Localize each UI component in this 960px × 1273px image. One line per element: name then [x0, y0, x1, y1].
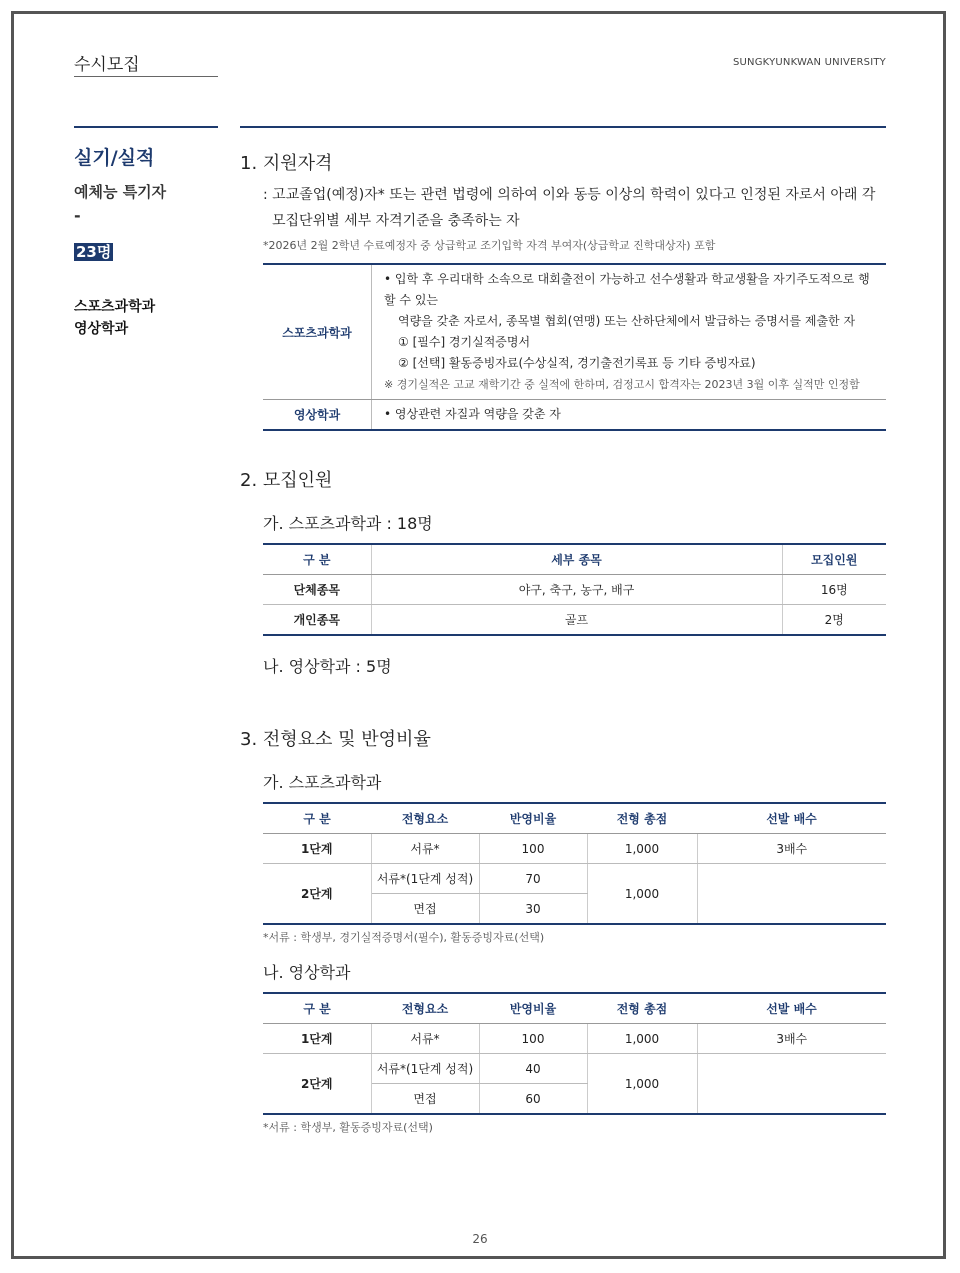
- eligibility-remark: ※ 경기실적은 고교 재학기간 중 실적에 한하며, 검정고시 합격자는 2023년 3월 이후 실적만 인정함: [384, 378, 860, 391]
- table-cell: 면접: [371, 1084, 479, 1115]
- col-header: 구 분: [263, 803, 371, 834]
- col-header: 구 분: [263, 993, 371, 1024]
- table-cell: [697, 1054, 886, 1115]
- sidebar-divider: [74, 126, 218, 128]
- header-divider: [74, 76, 218, 77]
- table-cell: 1,000: [587, 864, 697, 925]
- eligibility-optional-doc: ② [선택] 활동증빙자료(수상실적, 경기출전기록표 등 기타 증빙자료): [398, 356, 756, 370]
- table-cell: 1,000: [587, 1054, 697, 1115]
- section-3a-title: 가. 스포츠과학과: [263, 773, 382, 792]
- table-cell: 2단계: [263, 1054, 371, 1115]
- table-cell: 70: [479, 864, 587, 894]
- sidebar-dept-sports: 스포츠과학과: [74, 299, 156, 315]
- table-cell: 단체종목: [263, 575, 371, 605]
- table-row: [263, 605, 886, 636]
- sidebar-subtitle: 예체능 특기자: [74, 183, 167, 201]
- table-cell: 2명: [782, 605, 886, 636]
- table-cell: 서류*: [371, 1024, 479, 1054]
- table-cell: 개인종목: [263, 605, 371, 636]
- col-header: 모집인원: [782, 544, 886, 575]
- col-header: 선발 배수: [697, 993, 886, 1024]
- table-row: [263, 1024, 886, 1054]
- table-note-sports: *서류 : 학생부, 경기실적증명서(필수), 활동증빙자료(선택): [263, 931, 545, 944]
- table-cell: 골프: [371, 605, 782, 636]
- table-cell: 1단계: [263, 834, 371, 864]
- section-2a-title: 가. 스포츠과학과 : 18명: [263, 514, 433, 533]
- section-3-title: 3. 전형요소 및 반영비율: [240, 729, 431, 750]
- col-header: 반영비율: [479, 803, 587, 834]
- section-2b-title: 나. 영상학과 : 5명: [263, 657, 392, 676]
- eligibility-text: • 영상관련 자질과 역량을 갖춘 자: [384, 407, 561, 421]
- eligibility-row-film: [263, 399, 886, 429]
- table-cell: 서류*: [371, 834, 479, 864]
- table-cell: 야구, 축구, 농구, 배구: [371, 575, 782, 605]
- table-cell: 서류*(1단계 성적): [371, 1054, 479, 1084]
- eligibility-row-sports: [263, 265, 886, 399]
- section-label: 수시모집: [74, 55, 140, 75]
- section-3b-title: 나. 영상학과: [263, 963, 351, 982]
- table-cell: 1단계: [263, 1024, 371, 1054]
- table-cell: 100: [479, 1024, 587, 1054]
- section-1-title: 1. 지원자격: [240, 153, 333, 174]
- table-cell: 3배수: [697, 834, 886, 864]
- selection-table-film: [263, 992, 886, 1115]
- col-header: 반영비율: [479, 993, 587, 1024]
- table-cell: 40: [479, 1054, 587, 1084]
- table-cell: 면접: [371, 894, 479, 925]
- main-divider: [240, 126, 886, 128]
- col-header: 선발 배수: [697, 803, 886, 834]
- col-header: 전형요소: [371, 803, 479, 834]
- table-row: [263, 1054, 886, 1084]
- eligibility-text: • 입학 후 우리대학 소속으로 대회출전이 가능하고 선수생활과 학교생활을 자기주도적으로 행할 수 있는: [384, 272, 870, 307]
- eligibility-desc-line1: : 고교졸업(예정)자* 또는 관련 법령에 의하여 이와 동등 이상의 학력이 있다고 인정된 자로서 아래 각: [263, 187, 876, 203]
- quota-table: [263, 543, 886, 636]
- table-cell: 1,000: [587, 834, 697, 864]
- table-cell: 서류*(1단계 성적): [371, 864, 479, 894]
- table-cell: [697, 864, 886, 925]
- selection-table-sports: [263, 802, 886, 925]
- eligibility-required-doc: ① [필수] 경기실적증명서: [398, 335, 531, 349]
- table-cell: 3배수: [697, 1024, 886, 1054]
- col-header: 전형 총점: [587, 993, 697, 1024]
- table-row: [263, 575, 886, 605]
- eligibility-label: 영상학과: [263, 400, 372, 429]
- university-name: SUNGKYUNKWAN UNIVERSITY: [732, 57, 886, 68]
- table-cell: 16명: [782, 575, 886, 605]
- table-cell: 1,000: [587, 1024, 697, 1054]
- section-2-title: 2. 모집인원: [240, 470, 333, 491]
- col-header: 구 분: [263, 544, 371, 575]
- page-number: 26: [472, 1232, 488, 1246]
- sidebar-title: 실기/실적: [74, 147, 155, 169]
- table-row: [263, 864, 886, 894]
- col-header: 세부 종목: [371, 544, 782, 575]
- table-cell: 30: [479, 894, 587, 925]
- table-cell: 2단계: [263, 864, 371, 925]
- sidebar-dept-film: 영상학과: [74, 321, 129, 337]
- table-row: [263, 834, 886, 864]
- eligibility-table: [263, 263, 886, 431]
- table-cell: 100: [479, 834, 587, 864]
- sidebar-dash: -: [74, 206, 81, 225]
- eligibility-text: 역량을 갖춘 자로서, 종목별 협회(연맹) 또는 산하단체에서 발급하는 증명서를 제출한 자: [398, 314, 856, 328]
- eligibility-desc-line2: 모집단위별 세부 자격기준을 충족하는 자: [272, 213, 520, 229]
- col-header: 전형 총점: [587, 803, 697, 834]
- quota-badge: 23명: [76, 243, 112, 261]
- table-note-film: *서류 : 학생부, 활동증빙자료(선택): [263, 1121, 433, 1134]
- eligibility-note: *2026년 2월 2학년 수료예정자 중 상급학교 조기입학 자격 부여자(상급학교 진학대상자) 포함: [263, 239, 716, 252]
- table-cell: 60: [479, 1084, 587, 1115]
- col-header: 전형요소: [371, 993, 479, 1024]
- eligibility-label: 스포츠과학과: [263, 265, 372, 399]
